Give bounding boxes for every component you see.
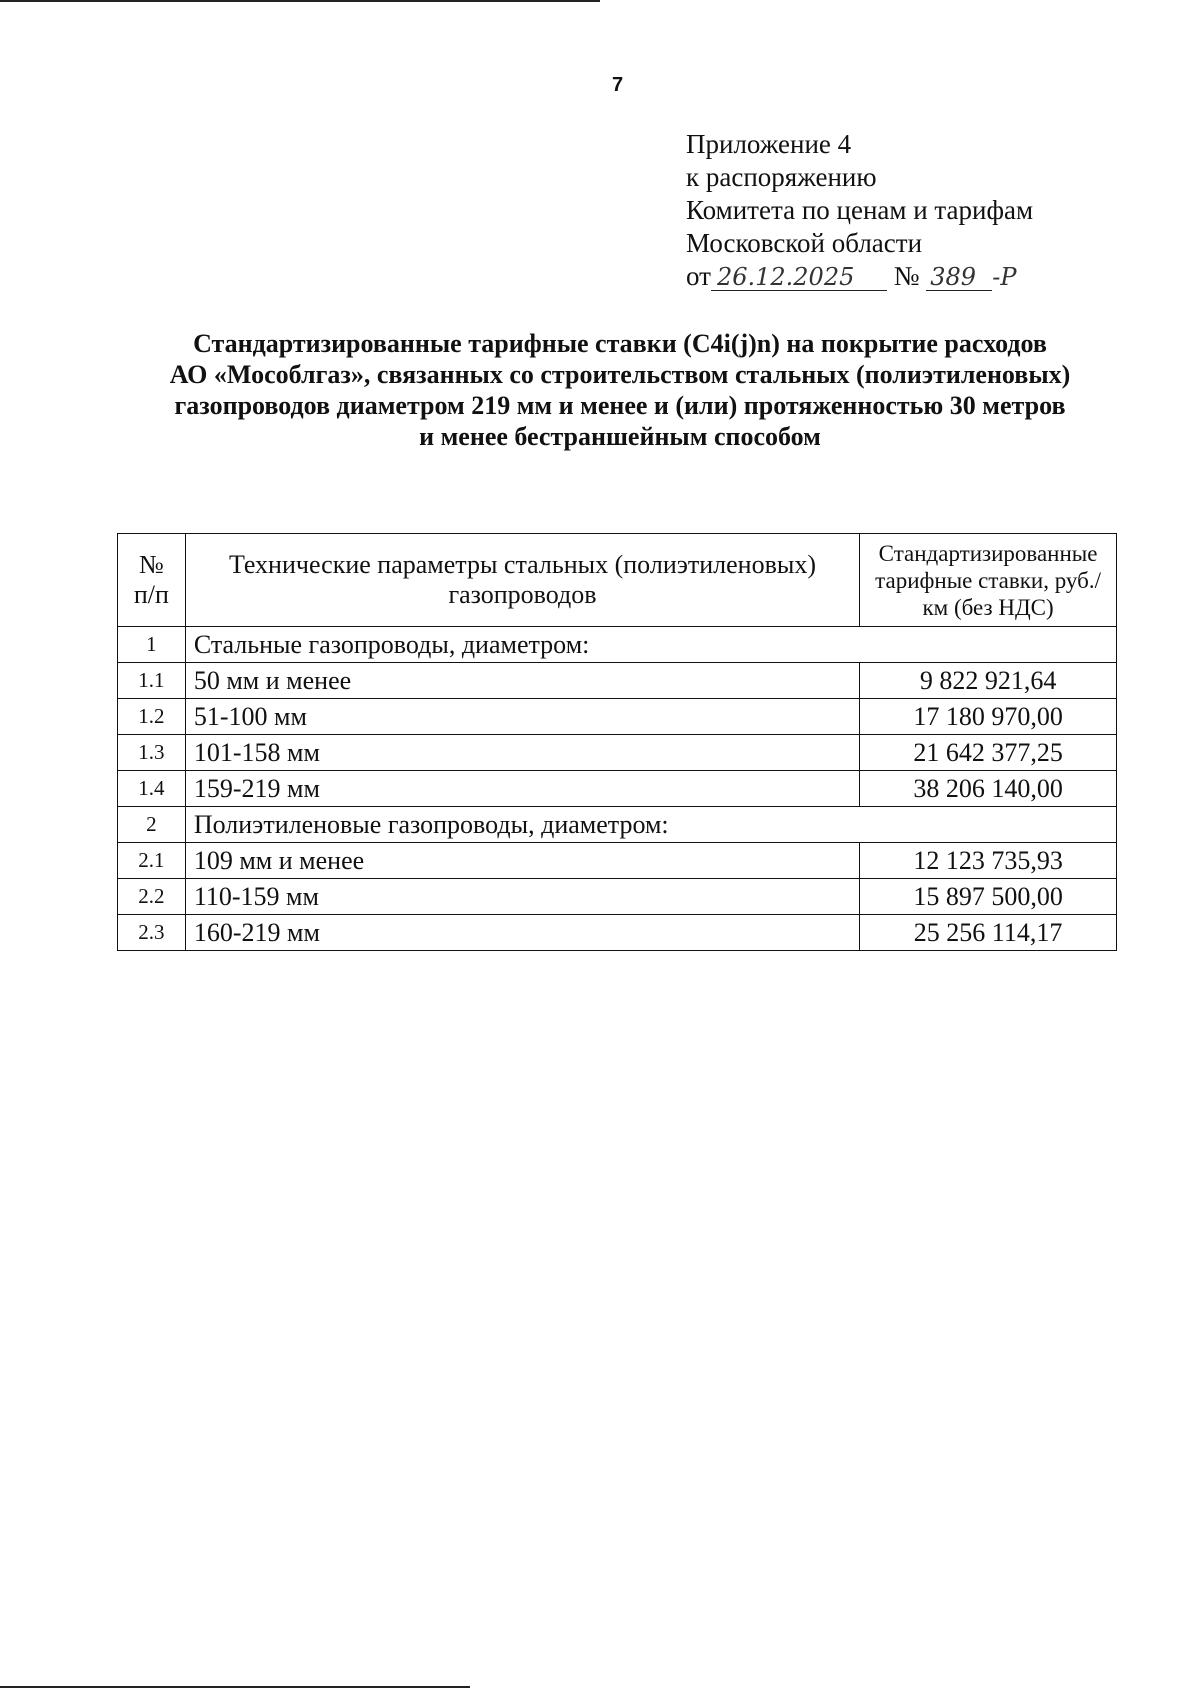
handwritten-number: 389 [926, 264, 992, 291]
row-description: Полиэтиленовые газопроводы, диаметром: [185, 807, 1116, 843]
appendix-line-2: к распоряжению [686, 162, 877, 192]
table-header-row [118, 534, 1117, 627]
table-row [118, 663, 1117, 699]
page-number: 7 [612, 74, 624, 96]
row-rate: 9 822 921,64 [860, 663, 1117, 699]
row-rate: 38 206 140,00 [860, 771, 1117, 807]
table-row [118, 915, 1117, 951]
row-num: 1 [118, 627, 186, 663]
row-description: 101-158 мм [185, 735, 859, 771]
row-num: 1.3 [118, 735, 186, 771]
row-description: 159-219 мм [185, 771, 859, 807]
title-line-2: АО «Мособлгаз», связанных со строительством стальных (полиэтиленовых) [169, 360, 1071, 389]
row-num: 2.2 [118, 879, 186, 915]
table-row [118, 771, 1117, 807]
appendix-block [686, 128, 1033, 294]
row-description: 50 мм и менее [185, 663, 859, 699]
row-rate: 21 642 377,25 [860, 735, 1117, 771]
title-line-1: Стандартизированные тарифные ставки (C4i(j)n) на покрытие расходов [193, 329, 1047, 358]
row-num: 1.2 [118, 699, 186, 735]
header-rate: Стандартизированные тарифные ставки, руб./км (без НДС) [860, 534, 1117, 627]
row-description: 160-219 мм [185, 915, 859, 951]
table-row [118, 735, 1117, 771]
table-row [118, 699, 1117, 735]
scan-bottom-edge-line [0, 1686, 470, 1688]
row-num: 2.1 [118, 843, 186, 879]
scan-top-edge-line [0, 0, 600, 2]
row-num: 1.1 [118, 663, 186, 699]
row-description: Стальные газопроводы, диаметром: [185, 627, 1116, 663]
row-rate: 25 256 114,17 [860, 915, 1117, 951]
row-description: 110-159 мм [185, 879, 859, 915]
header-num: № п/п [118, 534, 186, 627]
row-description: 51-100 мм [185, 699, 859, 735]
row-num: 2.3 [118, 915, 186, 951]
appendix-line-4: Московской области [686, 228, 923, 258]
document-title [100, 328, 1140, 452]
tariff-table [117, 533, 1117, 951]
handwritten-number-suffix: -Р [992, 263, 1017, 291]
appendix-line-1: Приложение 4 [686, 129, 852, 159]
appendix-line-3: Комитета по ценам и тарифам [686, 195, 1034, 225]
table-row [118, 879, 1117, 915]
handwritten-date: 26.12.2025 [711, 264, 887, 291]
row-num: 2 [118, 807, 186, 843]
date-prefix: от [686, 261, 711, 291]
title-line-4: и менее бестраншейным способом [419, 422, 821, 451]
row-description: 109 мм и менее [185, 843, 859, 879]
number-sign: № [893, 261, 920, 291]
title-line-3: газопроводов диаметром 219 мм и менее и (или) протяженностью 30 метров [174, 391, 1066, 420]
section-row [118, 807, 1117, 843]
row-rate: 15 897 500,00 [860, 879, 1117, 915]
appendix-date-number-line [686, 260, 1033, 294]
section-row [118, 627, 1117, 663]
row-num: 1.4 [118, 771, 186, 807]
row-rate: 17 180 970,00 [860, 699, 1117, 735]
header-description: Технические параметры стальных (полиэтиленовых) газопроводов [185, 534, 859, 627]
table-row [118, 843, 1117, 879]
row-rate: 12 123 735,93 [860, 843, 1117, 879]
